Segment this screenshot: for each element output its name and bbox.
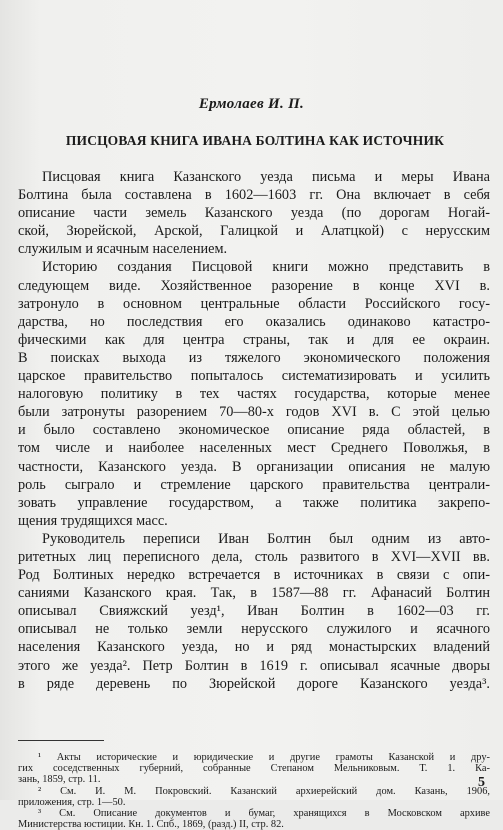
author-heading: Ермолаев И. П.: [198, 96, 305, 112]
footnotes: [18, 752, 490, 830]
paragraph-line: описывал не только земли нерусского служилого и ясачного: [18, 621, 490, 638]
paragraph-line: Писцовая книга Казанского уезда письма и меры Ивана: [42, 169, 490, 185]
body-text: [18, 168, 490, 693]
paragraph-line: В поисках выхода из тяжелого экономического положения: [18, 349, 490, 366]
paragraph-line: том числе и наиболее населенных мест Среднего Поволжья, в: [18, 440, 490, 457]
footnote-line: ³ См. Описание документов и бумаг, хранящихся в Московском архиве: [38, 807, 490, 819]
paragraph-line: частности, Казанского уезда. В организации описания не малую: [18, 458, 490, 475]
paragraph-line: роль сыграло и стремление царского правительства централи-: [18, 476, 490, 493]
article-title: ПИСЦОВАЯ КНИГА ИВАНА БОЛТИНА КАК ИСТОЧНИК: [65, 133, 445, 148]
paragraph-line: щения трудящихся масс.: [18, 512, 168, 529]
page-number: 5: [478, 775, 485, 790]
paragraph-line: Историю создания Писцовой книги можно представить в: [42, 259, 490, 276]
paragraph-line: зовать управление государством, а также политика закрепо-: [18, 494, 490, 511]
footnote-line: ² См. И. М. Покровский. Казанский архиерейский дом. Казань, 1906,: [38, 785, 490, 797]
paragraph-line: саниями Казанского края. Так, в 1587—88 гг. Афанасий Болтин: [18, 585, 490, 602]
paragraph-line: в ряде деревень по Зюрейской дороге Казанского уезда³.: [18, 675, 490, 692]
paragraph-line: Род Болтиных нередко встречается в источниках в связи с опи-: [18, 567, 490, 584]
paragraph-line: дарства, но последствия его оказались одинаково катастро-: [18, 313, 490, 330]
paragraph-line: описывал Свияжский уезд¹, Иван Болтин в 1602—03 гг.: [18, 603, 490, 620]
paragraph-line: и было составлено экономическое описание ряда областей, в: [18, 422, 490, 439]
paragraph-line: этого же уезда². Петр Болтин в 1619 г. описывал ясачные дворы: [18, 657, 490, 674]
footnote-line: гих соседственных губерний, собранные Степаном Мельниковым. Т. 1. Ка-: [18, 763, 490, 775]
paragraph-line: населения Казанского уезда, но и ряд монастырских владений: [18, 639, 490, 656]
paragraph-line: фическими как для центра страны, так и для ее окраин.: [18, 331, 490, 348]
paragraph-line: ской, Зюрейской, Арской, Галицкой и Алатцкой) с нерусским: [18, 223, 490, 240]
paragraph-line: затронуло в основном центральные области Российского госу-: [18, 295, 490, 312]
footnote-line: Министерства юстиции. Кн. 1. Спб., 1869, (разд.) II, стр. 82.: [18, 819, 284, 830]
footnote-line: зань, 1859, стр. 11.: [18, 774, 101, 786]
paragraph-line: налоговую политику в тех частях государства, которые менее: [18, 386, 490, 403]
footnote-line: ¹ Акты исторические и юридические и другие грамоты Казанской и дру-: [38, 752, 490, 763]
paragraph-line: Руководитель переписи Иван Болтин был одним из авто-: [42, 530, 490, 547]
paragraph-line: описание части земель Казанского уезда (по дорогам Ногай-: [18, 205, 490, 222]
paragraph-line: ритетных лиц переписного дела, столь развитого в XVI—XVII вв.: [18, 548, 490, 565]
footnote-divider: [18, 740, 104, 741]
paragraph-line: были затронуты разорением 70—80-х годов XVI в. С этой целью: [18, 404, 490, 421]
paragraph-line: служилым и ясачным населением.: [18, 241, 228, 258]
paragraph-line: царское правительство попыталось систематизировать и усилить: [18, 368, 490, 385]
paragraph-line: Болтина была составлена в 1602—1603 гг. Она включает в себя: [18, 187, 490, 204]
paragraph-line: следующем виде. Хозяйственное разорение в конце XVI в.: [18, 277, 490, 294]
footnote-line: приложения, стр. 1—50.: [18, 796, 126, 808]
